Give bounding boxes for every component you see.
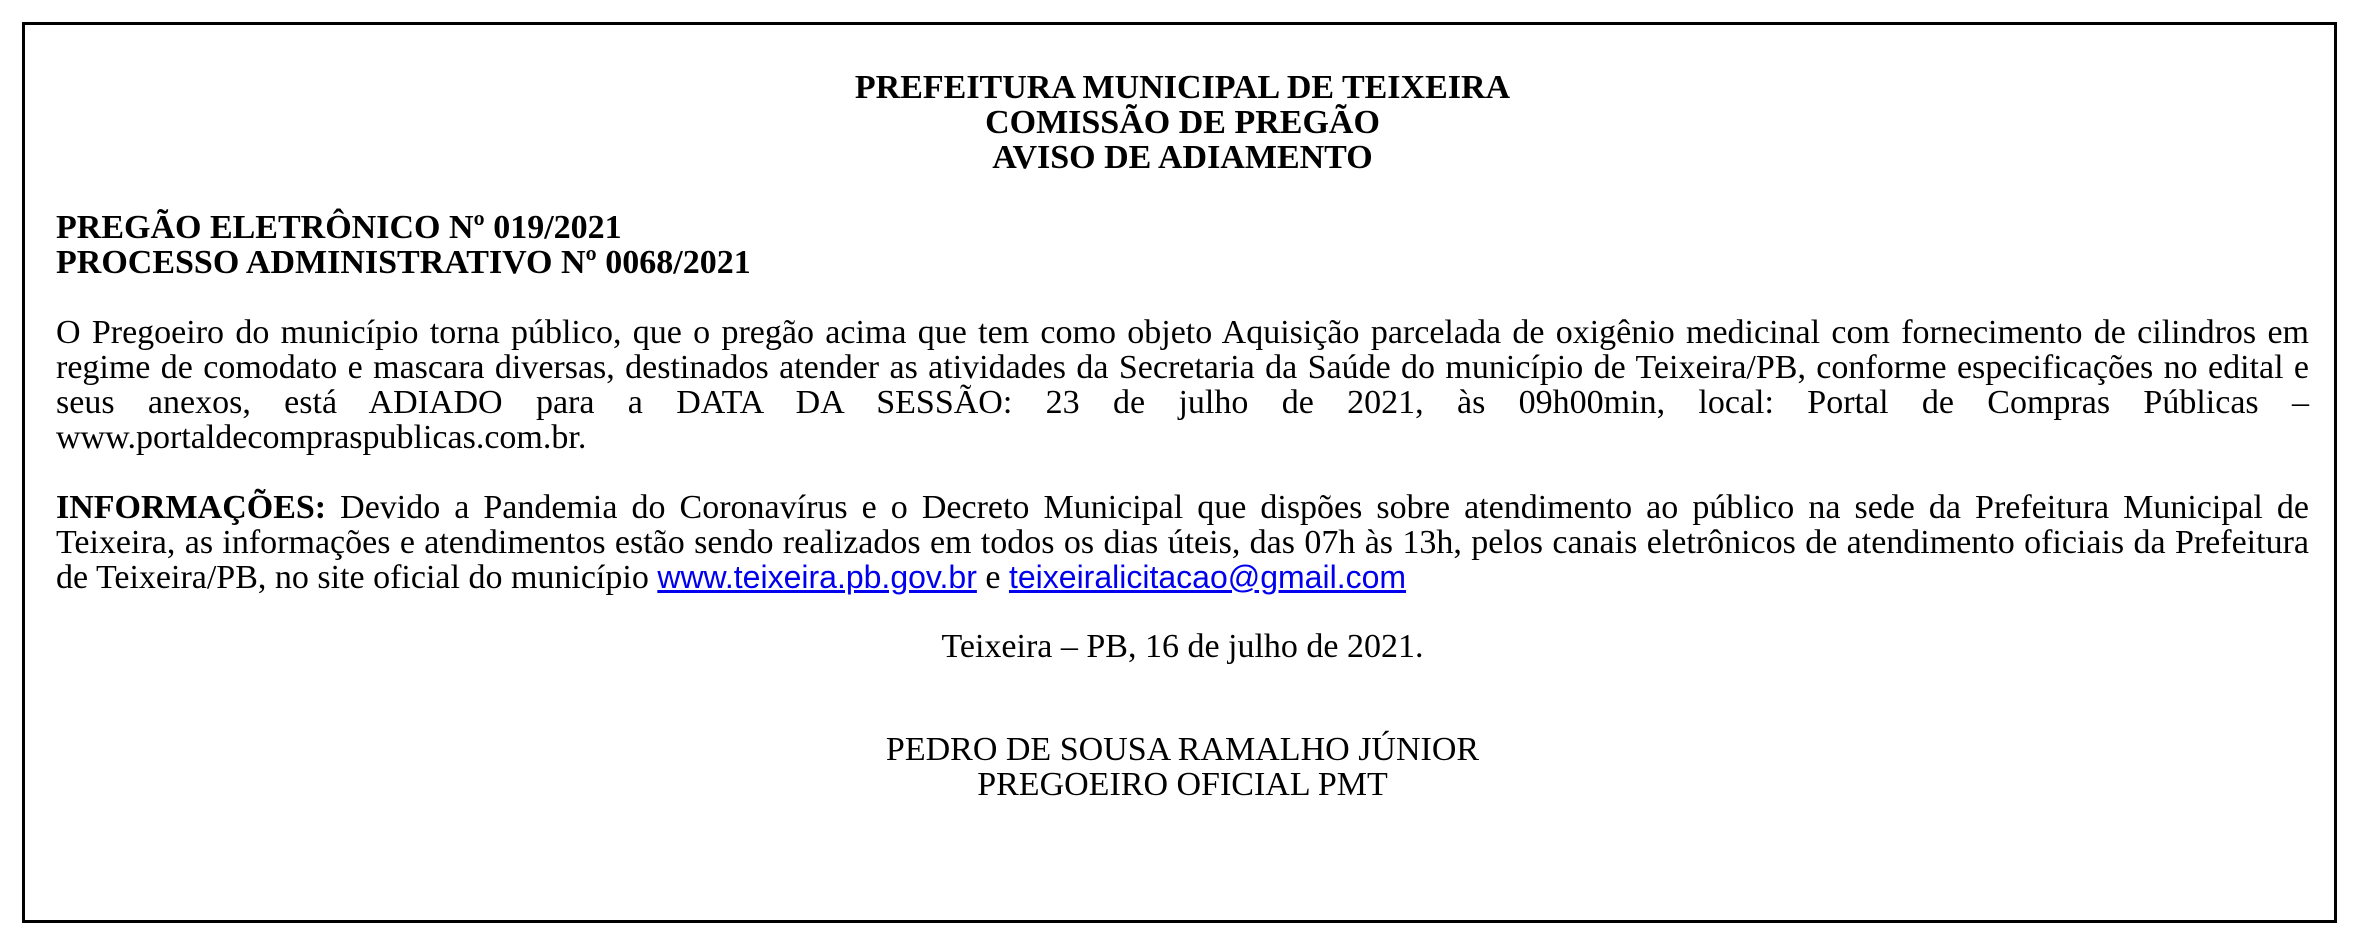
procurement-ids	[56, 210, 2309, 280]
notice-header	[56, 70, 2309, 175]
place-date: Teixeira – PB, 16 de julho de 2021.	[941, 628, 1424, 665]
site-link[interactable]: www.teixeira.pb.gov.br	[657, 559, 977, 595]
info-paragraph	[56, 490, 2309, 595]
signatory-name: PEDRO DE SOUSA RAMALHO JÚNIOR	[885, 731, 1480, 768]
info-text: Devido a Pandemia do Coronavírus e o Decreto Municipal que dispões sobre atendimento ao público na sede da Prefeitura Municipal de Teixeira, as informações e atendimentos estão sendo realizados em todos os dias úteis, das 07h às 13h, pelos canais eletrônicos de atendimento oficiais da Prefeitura de Teixeira/PB, no site oficial do município	[56, 489, 2309, 596]
signature-block	[56, 732, 2309, 802]
info-connector: e	[976, 559, 1009, 596]
header-notice-type: AVISO DE ADIAMENTO	[992, 139, 1373, 176]
processo-number: PROCESSO ADMINISTRATIVO Nº 0068/2021	[56, 244, 751, 281]
signatory-role: PREGOEIRO OFICIAL PMT	[977, 766, 1388, 803]
header-commission: COMISSÃO DE PREGÃO	[985, 104, 1380, 141]
header-municipality: PREFEITURA MUNICIPAL DE TEIXEIRA	[854, 69, 1511, 106]
notice-body-paragraph: O Pregoeiro do município torna público, que o pregão acima que tem como objeto Aquisição parcelada de oxigênio medicinal com fornecimento de cilindros em regime de comodato e mascara diversas, destinados atender as atividades da Secretaria da Saúde do município de Teixeira/PB, conforme especificações no edital e seus anexos, está ADIADO para a DATA DA SESSÃO: 23 de julho de 2021, às 09h00min, local: Portal de Compras Públicas – www.portaldecompraspublicas.com.br.	[56, 314, 2309, 456]
email-link[interactable]: teixeiralicitacao@gmail.com	[1008, 559, 1407, 595]
info-label: INFORMAÇÕES:	[56, 489, 327, 526]
pregao-number: PREGÃO ELETRÔNICO Nº 019/2021	[56, 209, 622, 246]
notice-content	[56, 70, 2309, 802]
